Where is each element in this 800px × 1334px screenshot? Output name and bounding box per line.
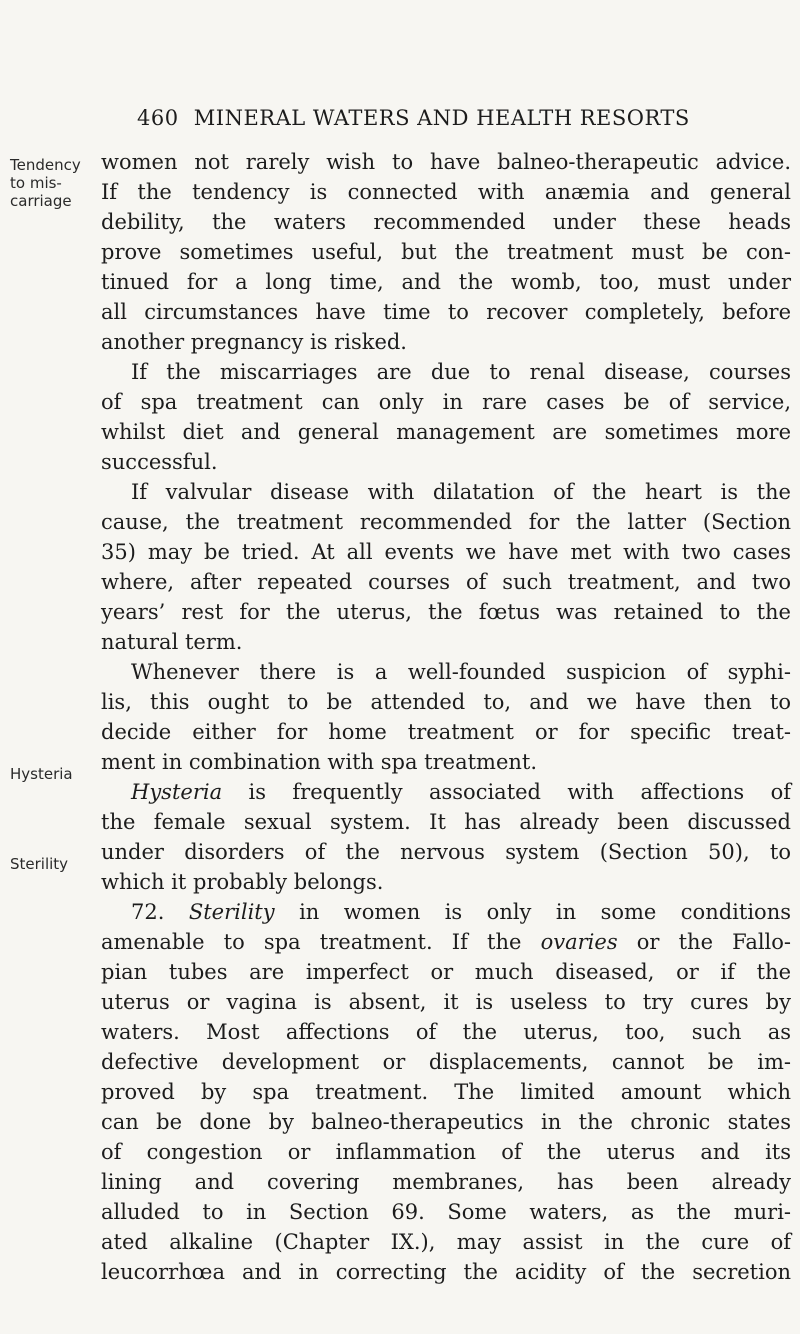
text-line: If the miscarriages are due to renal disease, courses	[131, 360, 791, 384]
text-run: amenable to spa treatment. If the	[101, 930, 541, 954]
margin-note-hysteria: Hysteria	[10, 765, 73, 783]
margin-note-miscarriage	[10, 156, 90, 210]
text-run: is frequently associated with affections of	[222, 780, 791, 804]
text-line: whilst diet and general management are sometimes more	[101, 420, 791, 444]
margin-note-sterility: Sterility	[10, 855, 69, 873]
text-line: can be done by balneo-therapeutics in the chronic states	[101, 1110, 791, 1134]
text-line: If valvular disease with dilatation of the heart is the	[131, 480, 791, 504]
sterility-term: Sterility	[188, 900, 275, 924]
text-line: defective development or displacements, cannot be im-	[101, 1050, 791, 1074]
text-line: women not rarely wish to have balneo-therapeutic advice.	[101, 150, 791, 174]
text-line: alluded to in Section 69. Some waters, as the muri-	[101, 1200, 791, 1224]
text-line: uterus or vagina is absent, it is useless to try cures by	[101, 990, 791, 1014]
text-line-sterility	[101, 897, 791, 927]
text-line: of congestion or inflammation of the uterus and its	[101, 1140, 791, 1164]
text-line: which it probably belongs.	[101, 870, 384, 894]
text-line: under disorders of the nervous system (Section 50), to	[101, 840, 791, 864]
text-line: pian tubes are imperfect or much diseased, or if the	[101, 960, 791, 984]
text-line	[101, 927, 791, 957]
running-header	[137, 106, 697, 130]
running-title: MINERAL WATERS AND HEALTH RESORTS	[193, 106, 690, 130]
text-run: or the Fallo-	[617, 930, 792, 954]
text-line: 35) may be tried. At all events we have met with two cases	[101, 540, 791, 564]
text-line: all circumstances have time to recover completely, before	[101, 300, 791, 324]
section-number: 72.	[131, 900, 189, 924]
margin-note-line: carriage	[10, 192, 72, 210]
text-line: waters. Most affections of the uterus, too, such as	[101, 1020, 791, 1044]
text-line: leucorrhœa and in correcting the acidity of the secretion	[101, 1260, 791, 1284]
text-line: ated alkaline (Chapter IX.), may assist in the cure of	[101, 1230, 791, 1254]
text-line: years’ rest for the uterus, the fœtus was retained to the	[101, 600, 791, 624]
text-line: natural term.	[101, 630, 243, 654]
text-line: successful.	[101, 450, 218, 474]
text-line: proved by spa treatment. The limited amount which	[101, 1080, 791, 1104]
text-line: lining and covering membranes, has been already	[101, 1170, 791, 1194]
text-line: of spa treatment can only in rare cases be of service,	[101, 390, 791, 414]
text-line: debility, the waters recommended under these heads	[101, 210, 791, 234]
text-line-hysteria	[101, 777, 791, 807]
text-line: cause, the treatment recommended for the latter (Section	[101, 510, 791, 534]
text-line: tinued for a long time, and the womb, too, must under	[101, 270, 791, 294]
hysteria-term: Hysteria	[131, 780, 223, 804]
ovaries-term: ovaries	[540, 930, 618, 954]
text-line: another pregnancy is risked.	[101, 330, 407, 354]
body-text	[101, 147, 791, 1287]
text-line: lis, this ought to be attended to, and we have then to	[101, 690, 791, 714]
text-line: prove sometimes useful, but the treatment must be con-	[101, 240, 791, 264]
text-line: decide either for home treatment or for specific treat-	[101, 720, 791, 744]
page-number: 460	[137, 106, 179, 130]
text-line: ment in combination with spa treatment.	[101, 750, 538, 774]
text-line: the female sexual system. It has already been discussed	[101, 810, 791, 834]
margin-note-line: to mis-	[10, 174, 62, 192]
text-line: where, after repeated courses of such treatment, and two	[101, 570, 791, 594]
text-line: If the tendency is connected with anæmia and general	[101, 180, 791, 204]
text-run: in women is only in some conditions	[274, 900, 791, 924]
text-line: Whenever there is a well-founded suspicion of syphi-	[131, 660, 791, 684]
margin-note-line: Tendency	[10, 156, 81, 174]
